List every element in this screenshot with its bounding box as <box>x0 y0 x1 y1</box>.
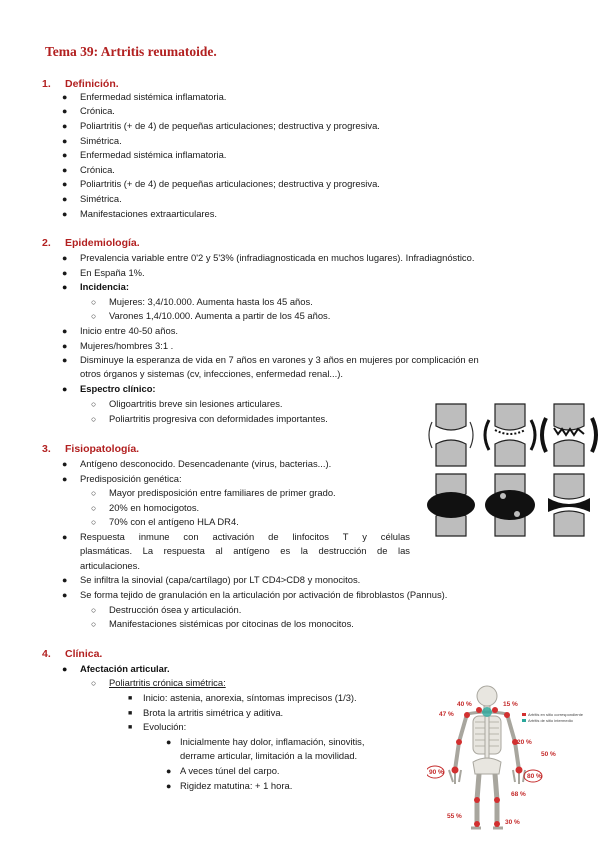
list-item: ● Poliartritis (+ de 4) de pequeñas articulaciones; destructiva y progresiva. <box>62 178 380 189</box>
list-item: ● Enfermedad sistémica inflamatoria. <box>62 91 227 102</box>
legend-swatch <box>522 719 526 722</box>
joint-progression-figure <box>420 398 600 546</box>
list-item: ■ Brota la artritis simétrica y aditiva. <box>128 707 284 718</box>
circle-bullet-icon: ○ <box>91 311 97 321</box>
list-item: ● Predisposición genética: <box>62 473 182 484</box>
bullet-icon: ● <box>62 92 68 102</box>
bullet-icon: ● <box>62 179 68 189</box>
circle-bullet-icon: ○ <box>91 619 97 629</box>
list-item: ○ Mayor predisposición entre familiares de primer grado. <box>91 487 336 498</box>
joint-marker <box>474 797 480 803</box>
list-item-continuation: otros órganos y sistemas (cv, infecciones, enfermedad renal...). <box>80 368 343 379</box>
list-item-continuation: derrame articular, limitación a la movilidad. <box>180 750 358 761</box>
section-title-epidemiologia: 2. Epidemiología. <box>42 237 140 249</box>
bullet-icon: ● <box>62 590 68 600</box>
list-item: ○ 20% en homocigotos. <box>91 502 200 513</box>
percentage-label: 50 % <box>541 751 556 758</box>
list-item: ○ Varones 1,4/10.000. Aumenta a partir de los 45 años. <box>91 310 331 321</box>
percentage-label: 15 % <box>503 701 518 708</box>
list-item: ● Simétrica. <box>62 193 122 204</box>
bullet-icon: ● <box>62 326 68 336</box>
bullet-icon: ● <box>166 737 172 747</box>
square-bullet-icon: ■ <box>128 710 133 717</box>
list-item: ● Manifestaciones extraarticulares. <box>62 208 218 219</box>
circle-bullet-icon: ○ <box>91 297 97 307</box>
circle-bullet-icon: ○ <box>91 678 97 688</box>
circle-bullet-icon: ○ <box>91 605 97 615</box>
list-item: ● Espectro clínico: <box>62 383 156 394</box>
bullet-icon: ● <box>62 532 68 542</box>
bullet-icon: ● <box>166 766 172 776</box>
list-item: ○ Manifestaciones sistémicas por citocinas de los monocitos. <box>91 618 354 629</box>
bullet-icon: ● <box>62 575 68 585</box>
joint-marker <box>476 707 482 713</box>
joint-marker <box>482 707 492 717</box>
list-item: ● Crónica. <box>62 164 115 175</box>
joint-diagram <box>485 474 535 536</box>
joint-marker <box>516 767 523 774</box>
legend-label: Artritis de sitio intermedio <box>528 718 573 723</box>
skeleton-joint-involvement-figure <box>427 682 598 836</box>
list-item: ● Inicialmente hay dolor, inflamación, sinovitis, <box>166 736 365 747</box>
joint-marker <box>452 767 459 774</box>
circle-bullet-icon: ○ <box>91 517 97 527</box>
percentage-label: 20 % <box>517 739 532 746</box>
percentage-label: 47 % <box>439 711 454 718</box>
joint-marker <box>474 821 480 827</box>
bullet-icon: ● <box>62 121 68 131</box>
list-item: ● Crónica. <box>62 105 115 116</box>
list-item: ● Afectación articular. <box>62 663 170 674</box>
bullet-icon: ● <box>166 781 172 791</box>
list-item: ● Antígeno desconocido. Desencadenante (virus, bacterias...). <box>62 458 332 469</box>
circle-bullet-icon: ○ <box>91 488 97 498</box>
list-item: ● Rigidez matutina: + 1 hora. <box>166 780 293 791</box>
joint-marker <box>504 712 510 718</box>
bullet-icon: ● <box>62 165 68 175</box>
list-item: ● Se forma tejido de granulación en la articulación por activación de fibroblastos (Pannus). <box>62 589 448 600</box>
percentage-label: 80 % <box>527 773 542 780</box>
bullet-icon: ● <box>62 136 68 146</box>
list-item: ● Respuesta inmune con activación de linfocitos T y células <box>62 531 410 542</box>
bullet-icon: ● <box>62 341 68 351</box>
section-title-clinica: 4. Clínica. <box>42 648 103 660</box>
list-item: ○ Poliartritis crónica simétrica: <box>91 677 226 688</box>
joint-marker <box>494 821 500 827</box>
list-item: ○ Oligoartritis breve sin lesiones articulares. <box>91 398 283 409</box>
list-item: ● Enfermedad sistémica inflamatoria. <box>62 149 227 160</box>
legend-swatch <box>522 713 526 716</box>
list-item: ● Inicio entre 40-50 años. <box>62 325 178 336</box>
joint-marker <box>492 707 498 713</box>
circle-bullet-icon: ○ <box>91 503 97 513</box>
circle-bullet-icon: ○ <box>91 414 97 424</box>
bullet-icon: ● <box>62 150 68 160</box>
list-item: ■ Evolución: <box>128 721 187 732</box>
bullet-icon: ● <box>62 194 68 204</box>
list-item: ● En España 1%. <box>62 267 145 278</box>
section-title-fisiopatologia: 3. Fisiopatología. <box>42 443 140 455</box>
joint-diagram <box>485 404 535 466</box>
list-item: ● Poliartritis (+ de 4) de pequeñas articulaciones; destructiva y progresiva. <box>62 120 380 131</box>
bullet-icon: ● <box>62 106 68 116</box>
legend-label: Artritis en sitio correspondiente <box>528 712 583 717</box>
percentage-label: 40 % <box>457 701 472 708</box>
bullet-icon: ● <box>62 209 68 219</box>
list-item: ○ Destrucción ósea y articulación. <box>91 604 242 615</box>
list-item: ● Simétrica. <box>62 135 122 146</box>
bullet-icon: ● <box>62 253 68 263</box>
bullet-icon: ● <box>62 459 68 469</box>
list-item: ● Disminuye la esperanza de vida en 7 años en varones y 3 años en mujeres por complicación en <box>62 354 479 365</box>
list-item: ○ Poliartritis progresiva con deformidades importantes. <box>91 413 328 424</box>
bullet-icon: ● <box>62 474 68 484</box>
bullet-icon: ● <box>62 355 68 365</box>
section-title-definicion: 1. Definición. <box>42 78 119 90</box>
joint-marker <box>464 712 470 718</box>
list-item: ○ 70% con el antígeno HLA DR4. <box>91 516 239 527</box>
list-item: ○ Mujeres: 3,4/10.000. Aumenta hasta los 45 años. <box>91 296 313 307</box>
percentage-label: 90 % <box>429 769 444 776</box>
list-item-continuation: articulaciones. <box>80 560 140 571</box>
percentage-label: 55 % <box>447 813 462 820</box>
bullet-icon: ● <box>62 664 68 674</box>
list-item: ● Incidencia: <box>62 281 129 292</box>
circle-bullet-icon: ○ <box>91 399 97 409</box>
percentage-label: 68 % <box>511 791 526 798</box>
bullet-icon: ● <box>62 282 68 292</box>
percentage-label: 30 % <box>505 819 520 826</box>
list-item-continuation: plasmáticas. La respuesta al antígeno es la destrucción de las <box>80 545 410 556</box>
list-item: ● A veces túnel del carpo. <box>166 765 280 776</box>
document-title: Tema 39: Artritis reumatoide. <box>45 44 217 59</box>
joint-marker <box>494 797 500 803</box>
list-item: ● Prevalencia variable entre 0'2 y 5'3% (infradiagnosticada en muchos lugares). Infradiagnóstico. <box>62 252 475 263</box>
list-item: ● Se infiltra la sinovial (capa/cartílago) por LT CD4>CD8 y monocitos. <box>62 574 361 585</box>
bullet-icon: ● <box>62 384 68 394</box>
list-item: ■ Inicio: astenia, anorexia, síntomas imprecisos (1/3). <box>128 692 357 703</box>
joint-diagram <box>548 474 590 536</box>
square-bullet-icon: ■ <box>128 695 133 702</box>
joint-diagram <box>427 474 475 536</box>
square-bullet-icon: ■ <box>128 724 133 731</box>
joint-diagram <box>542 404 596 466</box>
list-item: ● Mujeres/hombres 3:1 . <box>62 340 174 351</box>
joint-marker <box>456 739 462 745</box>
joint-diagram <box>426 404 476 466</box>
bullet-icon: ● <box>62 268 68 278</box>
